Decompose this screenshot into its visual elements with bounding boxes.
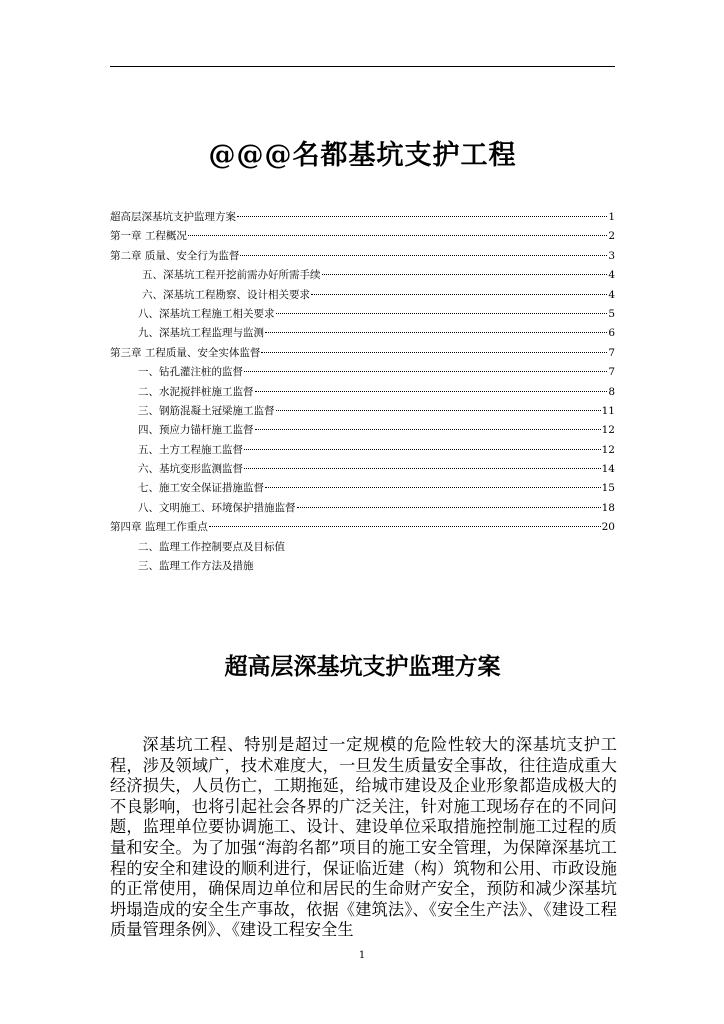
toc-entry[interactable] — [110, 363, 615, 382]
toc-entry[interactable] — [110, 208, 615, 227]
toc-entry[interactable] — [110, 383, 615, 402]
toc-entry[interactable] — [110, 344, 615, 363]
toc-entry-page: 14 — [601, 463, 615, 476]
toc-leader-dots — [276, 410, 601, 411]
toc-leader-dots — [244, 449, 601, 450]
toc-entry-page: 8 — [608, 385, 615, 398]
toc-entry-label: 第一章 工程概况 — [110, 230, 187, 243]
toc-entry-page: 4 — [608, 288, 615, 301]
toc-entry-page: 12 — [601, 424, 615, 437]
toc-entry[interactable] — [110, 499, 615, 518]
toc-entry[interactable] — [110, 518, 615, 537]
toc-leader-dots — [297, 507, 601, 508]
toc-leader-dots — [261, 352, 607, 353]
toc-leader-dots — [188, 235, 607, 236]
toc-entry-page: 2 — [608, 230, 615, 243]
toc-leader-dots — [244, 468, 601, 469]
toc-entry-label: 二、监理工作控制要点及目标值 — [138, 540, 285, 553]
toc-entry-page: 5 — [608, 307, 615, 320]
toc-leader-dots — [237, 216, 607, 217]
toc-entry-label: 第三章 工程质量、安全实体监督 — [110, 346, 261, 359]
toc-entry-label: 六、基坑变形监测监督 — [138, 463, 243, 476]
toc-entry[interactable] — [110, 402, 615, 421]
body-paragraph: 深基坑工程、特别是超过一定规模的危险性较大的深基坑支护工程，涉及领域广，技术难度大，一旦发生质量安全事故，往往造成重大经济损失，人员伤亡，工期拖延，给城市建设及企业形象都造成极大的不良影响，也将引起社会各界的广泛关注，针对施工现场存在的不同问题，监理单位要协调施工、设计、建设单位采取措施控制施工过程的质量和安全。为了加强“海韵名都”项目的施工安全管理，为保障深基坑工程的安全和建设的顺利进行，保证临近建（构）筑物和公用、市政设施的正常使用，确保周边单位和居民的生命财产安全，预防和减少深基坑坍塌造成的安全生产事故，依据《建筑法》、《安全生产法》、《建设工程质量管理条例》、《建设工程安全生 — [110, 735, 617, 940]
toc-entry[interactable] — [110, 324, 615, 343]
toc-entry-label: 第二章 质量、安全行为监督 — [110, 249, 240, 262]
toc-leader-dots — [265, 332, 607, 333]
toc-entry[interactable] — [110, 227, 615, 246]
toc-entry[interactable] — [110, 460, 615, 479]
toc-leader-dots — [255, 391, 608, 392]
toc-leader-dots — [276, 313, 608, 314]
toc-entry-label: 八、文明施工、环境保护措施监督 — [138, 501, 296, 514]
toc-entry-page: 20 — [601, 521, 615, 534]
toc-leader-dots — [209, 526, 601, 527]
toc-leader-dots — [265, 487, 601, 488]
toc-entry[interactable] — [110, 421, 615, 440]
toc-entry-page: 4 — [608, 269, 615, 282]
section-title: 超高层深基坑支护监理方案 — [224, 653, 501, 680]
toc-entry-label: 七、施工安全保证措施监督 — [138, 482, 264, 495]
toc-entry[interactable] — [110, 305, 615, 324]
toc-entry-label: 五、土方工程施工监督 — [138, 443, 243, 456]
toc-entry-label: 六、深基坑工程勘察、设计相关要求 — [142, 288, 310, 301]
toc-entry-page: 11 — [601, 404, 615, 417]
table-of-contents — [110, 208, 615, 576]
toc-entry-page: 15 — [601, 482, 615, 495]
toc-leader-dots — [255, 429, 601, 430]
toc-entry-page: 12 — [601, 443, 615, 456]
toc-entry[interactable] — [110, 538, 615, 557]
toc-entry-page: 18 — [601, 501, 615, 514]
toc-entry[interactable] — [110, 441, 615, 460]
page-number: 1 — [358, 950, 366, 961]
toc-entry-label: 三、钢筋混凝土冠梁施工监督 — [138, 404, 275, 417]
toc-leader-dots — [311, 294, 607, 295]
toc-leader-dots — [244, 371, 607, 372]
toc-entry-label: 第四章 监理工作重点 — [110, 521, 208, 534]
toc-entry[interactable] — [110, 479, 615, 498]
toc-entry[interactable] — [110, 557, 615, 576]
toc-entry-page: 7 — [608, 366, 615, 379]
toc-entry-label: 三、监理工作方法及措施 — [138, 560, 254, 573]
toc-entry-page: 6 — [608, 327, 615, 340]
toc-entry-label: 一、钻孔灌注桩的监督 — [138, 366, 243, 379]
toc-entry[interactable] — [110, 266, 615, 285]
toc-leader-dots — [240, 255, 607, 256]
toc-entry-label: 二、水泥搅拌桩施工监督 — [138, 385, 254, 398]
toc-entry-page: 1 — [608, 211, 615, 223]
toc-entry[interactable] — [110, 286, 615, 305]
header-rule — [110, 66, 615, 67]
toc-entry[interactable] — [110, 247, 615, 266]
document-title: @@@名都基坑支护工程 — [208, 140, 517, 171]
toc-entry-page: 7 — [608, 346, 615, 359]
toc-leader-dots — [322, 274, 608, 275]
toc-entry-label: 五、深基坑工程开挖前需办好所需手续 — [142, 269, 321, 282]
toc-entry-label: 八、深基坑工程施工相关要求 — [138, 307, 275, 320]
toc-entry-label: 四、预应力锚杆施工监督 — [138, 424, 254, 437]
toc-entry-page: 3 — [608, 249, 615, 262]
toc-entry-label: 超高层深基坑支护监理方案 — [110, 211, 236, 223]
toc-entry-label: 九、深基坑工程监理与监测 — [138, 327, 264, 340]
